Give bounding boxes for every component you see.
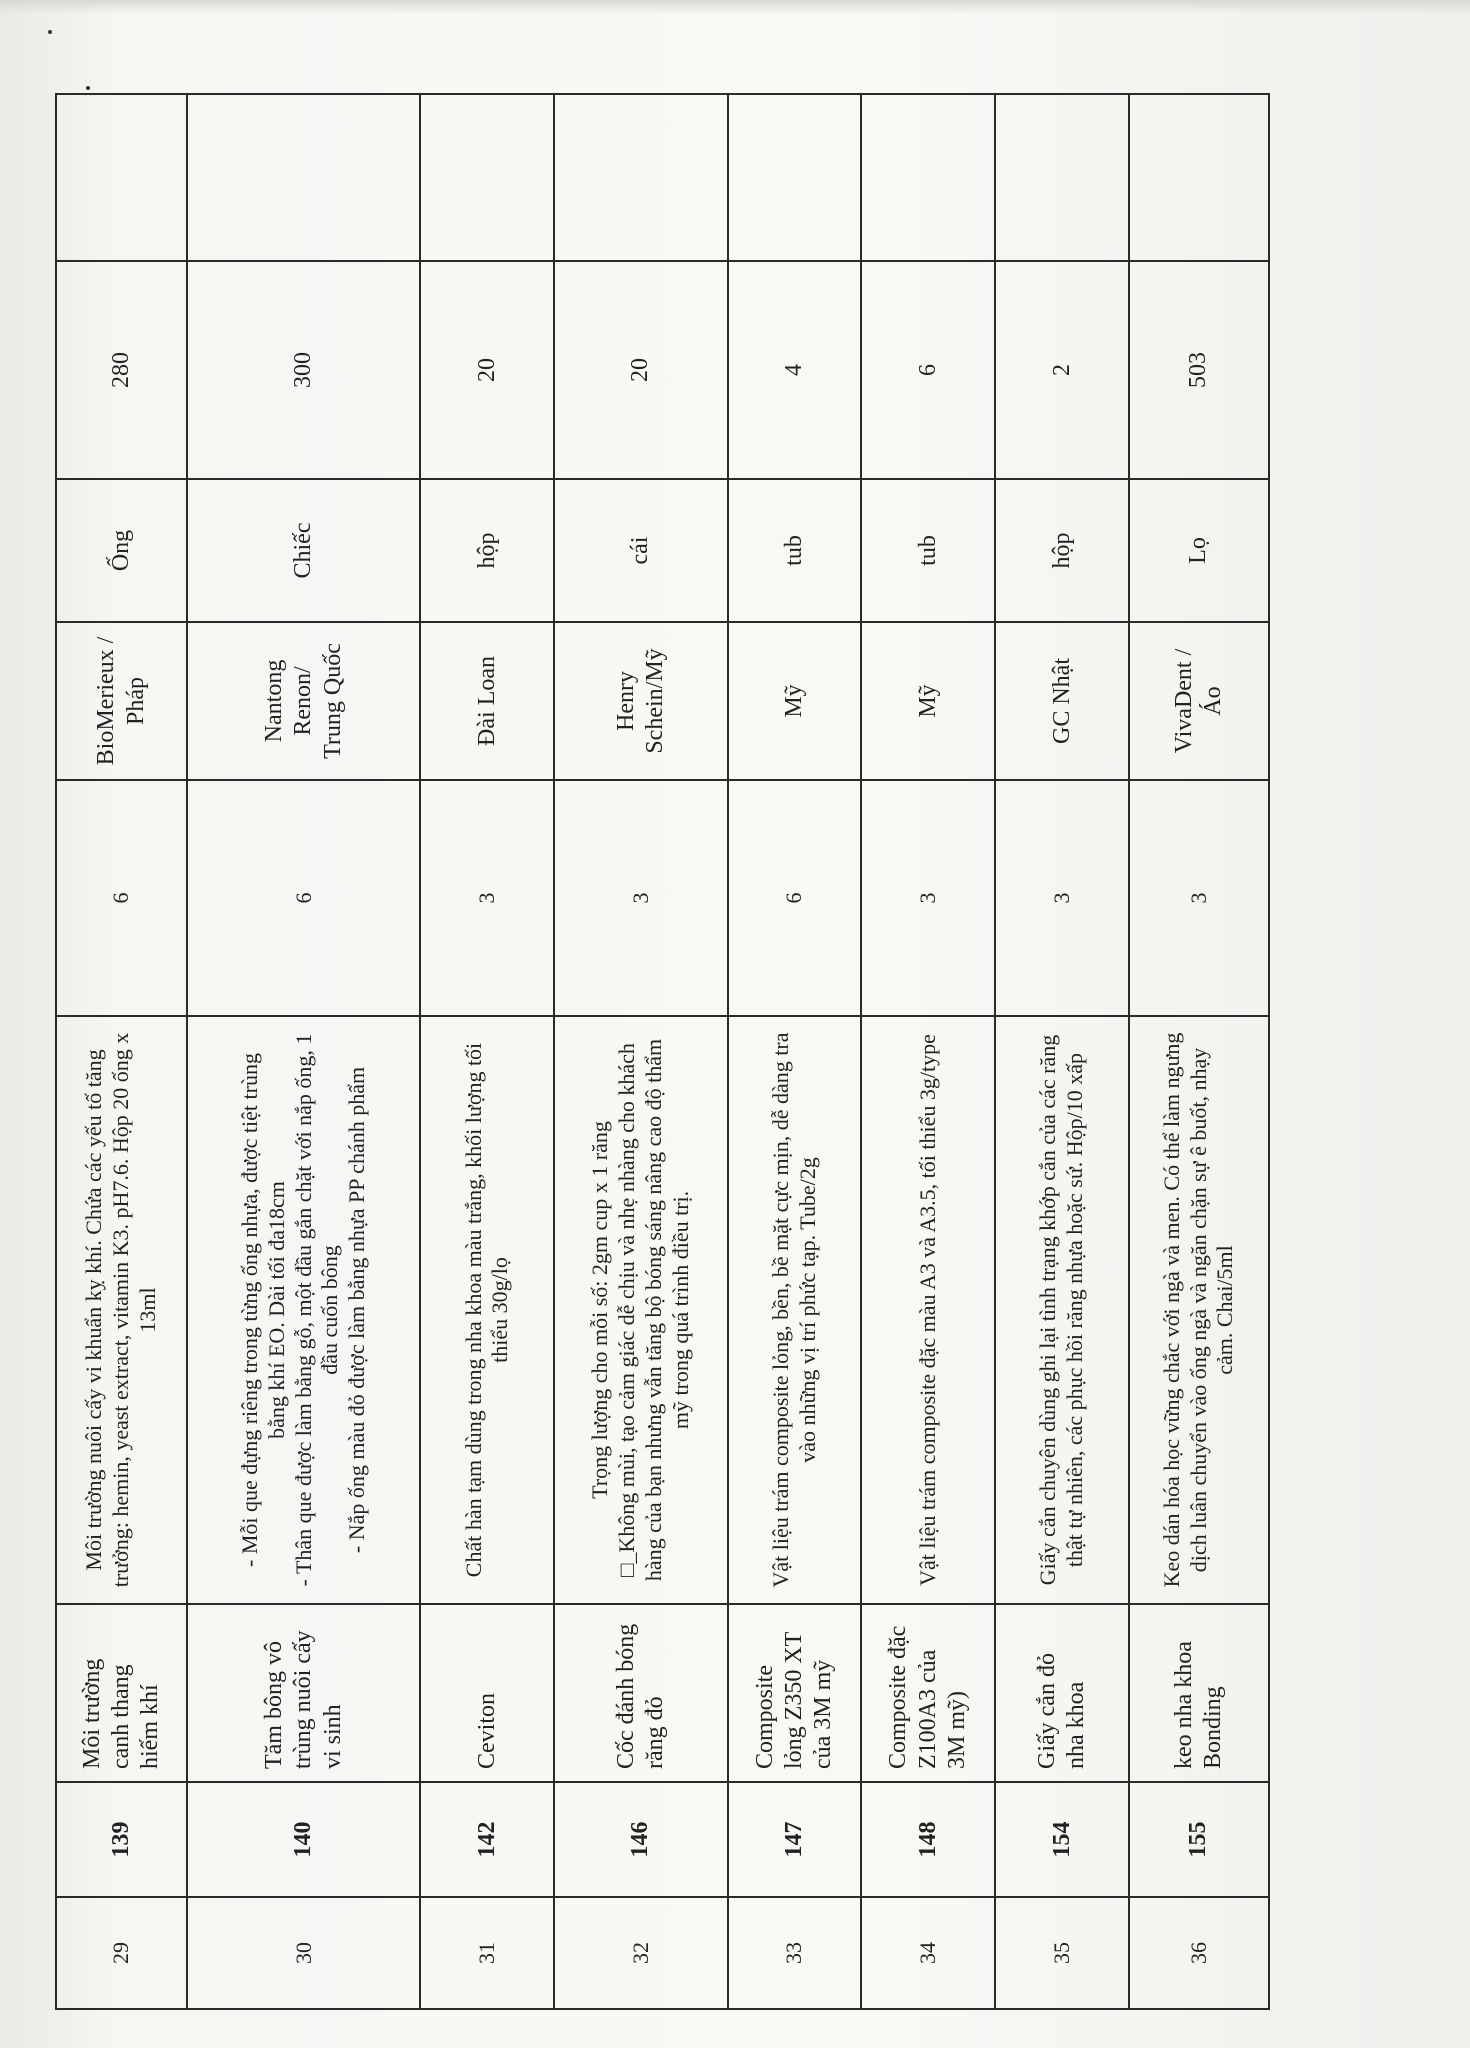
- item-description-cell: [56, 1016, 187, 1604]
- description-line: Giấy cắn chuyên dùng ghi lại tình trạng khớp cắn của các răng thật tự nhiên, các phục hồi răng nhựa hoặc sứ. Hộp/10 xấp: [1035, 1034, 1088, 1586]
- quantity-cell: 300: [187, 261, 420, 479]
- scan-top-edge: [0, 0, 1470, 14]
- description-line: - Nắp ống màu đỏ được làm bằng nhựa PP chánh phẩm: [344, 1066, 370, 1554]
- description-line: - Thân que được làm bằng gỗ, một đầu gắn chặt với nắp ống, 1 đầu cuốn bông: [290, 1033, 343, 1587]
- item-code-cell: 154: [995, 1782, 1129, 1897]
- unit-cell: hộp: [420, 479, 554, 622]
- item-name-cell: Giấy cắn đỏ nha khoa: [995, 1604, 1129, 1782]
- origin-cell: BioMerieux / Pháp: [56, 622, 187, 780]
- item-code-cell: 155: [1129, 1782, 1269, 1897]
- note-cell: [728, 94, 862, 261]
- table-row: [995, 94, 1129, 2009]
- row-number-cell: 30: [187, 1897, 420, 2009]
- supply-table: [55, 93, 1270, 2010]
- shelf-life-cell: 6: [728, 780, 862, 1016]
- item-description-cell: [554, 1016, 727, 1604]
- origin-cell: Henry Schein/Mỹ: [554, 622, 727, 780]
- description-line: □_Không mùi, tạo cảm giác dễ chịu và nhẹ nhàng cho khách hàng của bạn nhưng vẫn tăng bộ bóng sáng nâng cao độ thẩm mỹ trong quá trình điều trị.: [614, 1038, 693, 1582]
- description-line: Vật liệu trám composite đặc màu A3 và A3.5, tối thiểu 3g/type: [914, 1034, 940, 1586]
- unit-cell: Ống: [56, 479, 187, 622]
- item-code-cell: 140: [187, 1782, 420, 1897]
- origin-cell: GC Nhật: [995, 622, 1129, 780]
- row-number-cell: 36: [1129, 1897, 1269, 2009]
- item-description-cell: [995, 1016, 1129, 1604]
- description-line: Trọng lượng cho mỗi số: 2gm cup x 1 răng: [587, 1121, 613, 1499]
- quantity-cell: 503: [1129, 261, 1269, 479]
- note-cell: [995, 94, 1129, 261]
- origin-cell: Mỹ: [861, 622, 995, 780]
- note-cell: [1129, 94, 1269, 261]
- description-line: Vật liệu trám composite lỏng, bền, bề mặt cực mịn, dễ dàng tra vào những vị trí phức tạp. Tube/2g: [767, 1032, 820, 1588]
- quantity-cell: 4: [728, 261, 862, 479]
- supply-table-rotated: [55, 95, 1270, 2010]
- origin-cell: Nantong Renon/ Trung Quốc: [187, 622, 420, 780]
- item-code-cell: 142: [420, 1782, 554, 1897]
- item-description-cell: [420, 1016, 554, 1604]
- note-cell: [861, 94, 995, 261]
- shelf-life-cell: 6: [56, 780, 187, 1016]
- item-name-cell: Composite lỏng Z350 XT của 3M mỹ: [728, 1604, 862, 1782]
- quantity-cell: 6: [861, 261, 995, 479]
- row-number-cell: 29: [56, 1897, 187, 2009]
- note-cell: [554, 94, 727, 261]
- item-name-cell: Môi trường canh thang hiếm khí: [56, 1604, 187, 1782]
- unit-cell: Chiếc: [187, 479, 420, 622]
- quantity-cell: 280: [56, 261, 187, 479]
- item-description-cell: [728, 1016, 862, 1604]
- shelf-life-cell: 6: [187, 780, 420, 1016]
- item-name-cell: keo nha khoa Bonding: [1129, 1604, 1269, 1782]
- note-cell: [187, 94, 420, 261]
- item-description-cell: [187, 1016, 420, 1604]
- note-cell: [420, 94, 554, 261]
- item-name-cell: Cốc đánh bóng răng đỏ: [554, 1604, 727, 1782]
- row-number-cell: 35: [995, 1897, 1129, 2009]
- unit-cell: cái: [554, 479, 727, 622]
- table-row: [1129, 94, 1269, 2009]
- item-name-cell: Ceviton: [420, 1604, 554, 1782]
- table-row: [187, 94, 420, 2009]
- row-number-cell: 32: [554, 1897, 727, 2009]
- item-description-cell: [1129, 1016, 1269, 1604]
- table-row: [861, 94, 995, 2009]
- table-row: [554, 94, 727, 2009]
- item-code-cell: 147: [728, 1782, 862, 1897]
- table-row: [420, 94, 554, 2009]
- table-row: [56, 94, 187, 2009]
- row-number-cell: 31: [420, 1897, 554, 2009]
- quantity-cell: 20: [420, 261, 554, 479]
- description-line: Môi trường nuôi cấy vi khuẩn kỵ khí. Chứa các yếu tố tăng trưởng: hemin, yeast extract, vitamin K3. pH7.6. Hộp 20 ống x 13ml: [81, 1032, 161, 1588]
- quantity-cell: 20: [554, 261, 727, 479]
- quantity-cell: 2: [995, 261, 1129, 479]
- table-body: [56, 94, 1269, 2009]
- shelf-life-cell: 3: [554, 780, 727, 1016]
- shelf-life-cell: 3: [861, 780, 995, 1016]
- unit-cell: Lọ: [1129, 479, 1269, 622]
- description-line: - Mỗi que đựng riêng trong từng ống nhựa, được tiệt trùng bằng khí EO. Dài tối đa18cm: [236, 1053, 289, 1567]
- item-code-cell: 148: [861, 1782, 995, 1897]
- unit-cell: tub: [728, 479, 862, 622]
- item-name-cell: Tăm bông vô trùng nuôi cấy vi sinh: [187, 1604, 420, 1782]
- item-code-cell: 146: [554, 1782, 727, 1897]
- shelf-life-cell: 3: [420, 780, 554, 1016]
- item-code-cell: 139: [56, 1782, 187, 1897]
- unit-cell: tub: [861, 479, 995, 622]
- item-description-cell: [861, 1016, 995, 1604]
- origin-cell: Mỹ: [728, 622, 862, 780]
- unit-cell: hộp: [995, 479, 1129, 622]
- row-number-cell: 34: [861, 1897, 995, 2009]
- note-cell: [56, 94, 187, 261]
- item-name-cell: Composite đặc Z100A3 của 3M mỹ): [861, 1604, 995, 1782]
- shelf-life-cell: 3: [995, 780, 1129, 1016]
- shelf-life-cell: 3: [1129, 780, 1269, 1016]
- origin-cell: VivaDent /Áo: [1129, 622, 1269, 780]
- scan-speck: [86, 86, 90, 90]
- table-row: [728, 94, 862, 2009]
- row-number-cell: 33: [728, 1897, 862, 2009]
- origin-cell: Đài Loan: [420, 622, 554, 780]
- description-line: Chất hàn tạm dùng trong nha khoa màu trắng, khối lượng tối thiểu 30g/lọ: [460, 1042, 513, 1578]
- description-line: Keo dán hóa học vững chắc với ngà và men. Có thể làm ngưng dịch luân chuyển vào ống ngà và ngăn chặn sự ê buốt, nhạy cảm. Chai/5ml: [1158, 1032, 1238, 1588]
- scan-speck: [48, 30, 52, 34]
